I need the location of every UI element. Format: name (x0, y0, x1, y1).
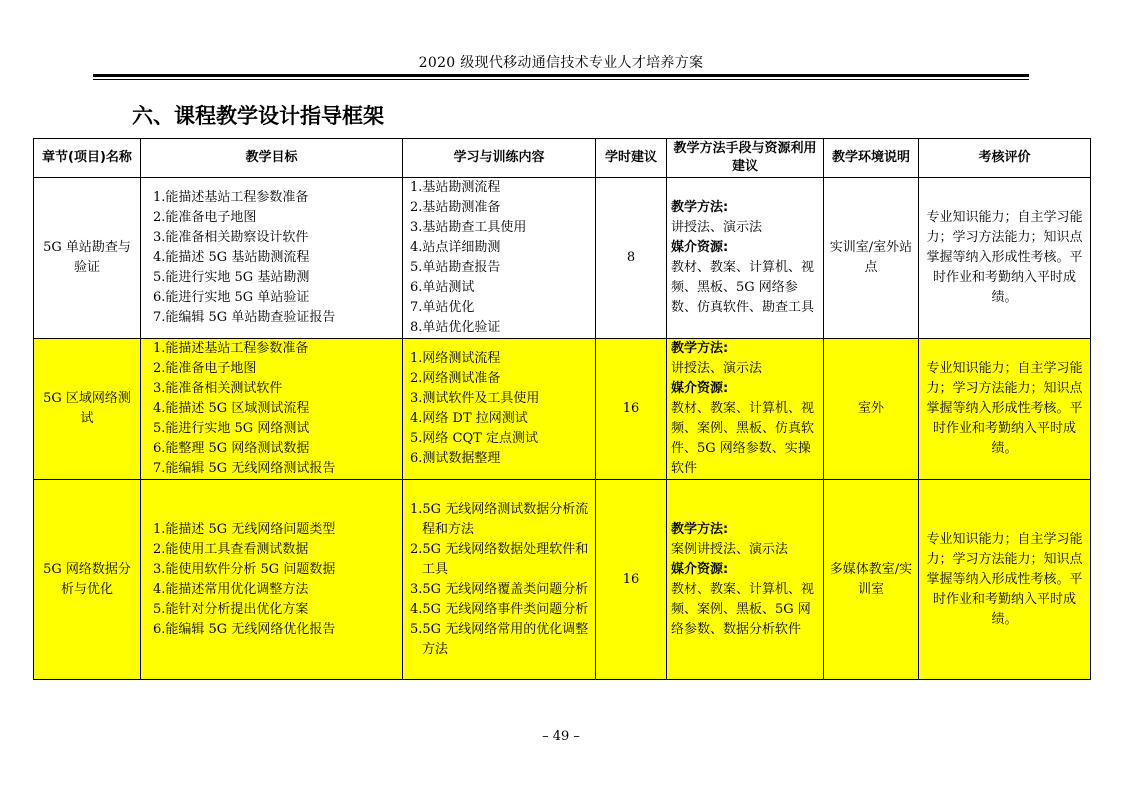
content-item: 2.网络测试准备 (410, 371, 501, 386)
environment-cell: 室外 (824, 339, 919, 480)
objectives-cell (141, 480, 403, 680)
content-item: 5.单站勘查报告 (410, 260, 501, 275)
media-text: 教材、教案、计算机、视频、案例、黑板、5G 网络参数、数据分析软件 (671, 581, 815, 637)
method-label: 教学方法: (671, 200, 729, 215)
objective-item: 4.能描述 5G 基站勘测流程 (153, 250, 310, 265)
objective-item: 2.能准备电子地图 (153, 210, 257, 225)
curriculum-design-table (33, 138, 1091, 680)
objective-item: 1.能描述 5G 无线网络问题类型 (153, 521, 336, 537)
content-item: 4.5G 无线网络事件类问题分析 (410, 601, 589, 617)
table-header-row (34, 139, 1091, 178)
content-item: 6.测试数据整理 (410, 451, 501, 466)
header-methods: 教学方法手段与资源利用建议 (667, 139, 824, 178)
assessment-cell: 专业知识能力；自主学习能力；学习方法能力；知识点掌握等纳入形成性考核。平时作业和考勤纳入平时成绩。 (919, 339, 1091, 480)
content-item: 1.基站勘测流程 (410, 180, 501, 195)
assessment-cell: 专业知识能力；自主学习能力；学习方法能力；知识点掌握等纳入形成性考核。平时作业和考勤纳入平时成绩。 (919, 480, 1091, 680)
objective-item: 2.能使用工具查看测试数据 (153, 541, 309, 557)
content-item: 2.5G 无线网络数据处理软件和工具 (410, 541, 589, 577)
header-rule-thick (93, 74, 1029, 77)
content-item: 3.测试软件及工具使用 (410, 391, 540, 406)
methods-cell (667, 339, 824, 480)
header-rule-thin (93, 79, 1029, 80)
media-text: 教材、教案、计算机、视频、案例、黑板、仿真软件、5G 网络参数、实操软件 (671, 401, 815, 476)
hours-cell: 16 (596, 480, 667, 680)
objective-item: 4.能描述常用优化调整方法 (153, 581, 309, 597)
header-content: 学习与训练内容 (403, 139, 596, 178)
content-item: 5.网络 CQT 定点测试 (410, 431, 538, 446)
table-row (34, 339, 1091, 480)
objective-item: 1.能描述基站工程参数准备 (153, 341, 309, 356)
methods-cell (667, 178, 824, 339)
chapter-cell: 5G 单站勘查与验证 (34, 178, 141, 339)
objective-item: 5.能针对分析提出优化方案 (153, 601, 309, 617)
content-item: 5.5G 无线网络常用的优化调整方法 (410, 621, 589, 657)
objectives-cell (141, 339, 403, 480)
media-text: 教材、教案、计算机、视频、黑板、5G 网络参数、仿真软件、勘查工具 (671, 260, 815, 315)
table-row (34, 178, 1091, 339)
content-item: 4.站点详细勘测 (410, 240, 501, 255)
environment-cell: 实训室/室外站点 (824, 178, 919, 339)
method-text: 案例讲授法、演示法 (671, 541, 789, 557)
methods-cell (667, 480, 824, 680)
section-heading: 六、课程教学设计指导框架 (132, 104, 384, 128)
objective-item: 1.能描述基站工程参数准备 (153, 190, 309, 205)
chapter-cell: 5G 网络数据分析与优化 (34, 480, 141, 680)
content-item: 2.基站勘测准备 (410, 200, 501, 215)
hours-cell: 8 (596, 178, 667, 339)
document-header-title: 2020 级现代移动通信技术专业人才培养方案 (418, 55, 704, 71)
content-item: 7.单站优化 (410, 300, 475, 315)
method-label: 教学方法: (671, 341, 729, 356)
environment-cell: 多媒体教室/实训室 (824, 480, 919, 680)
hours-cell: 16 (596, 339, 667, 480)
chapter-cell: 5G 区域网络测试 (34, 339, 141, 480)
objectives-cell (141, 178, 403, 339)
page-number: – 49 – (542, 729, 580, 744)
media-label: 媒介资源: (671, 561, 729, 577)
objective-item: 3.能准备相关勘察设计软件 (153, 230, 309, 245)
objective-item: 2.能准备电子地图 (153, 361, 257, 376)
objective-item: 6.能进行实地 5G 单站验证 (153, 290, 310, 305)
content-cell (403, 178, 596, 339)
content-item: 4.网络 DT 拉网测试 (410, 411, 528, 426)
content-item: 3.基站勘查工具使用 (410, 220, 527, 235)
objective-item: 7.能编辑 5G 单站勘查验证报告 (153, 310, 336, 325)
objective-item: 7.能编辑 5G 无线网络测试报告 (153, 461, 336, 476)
content-item: 1.5G 无线网络测试数据分析流程和方法 (410, 501, 589, 537)
objective-item: 3.能使用软件分析 5G 问题数据 (153, 561, 336, 577)
media-label: 媒介资源: (671, 381, 729, 396)
objective-item: 5.能进行实地 5G 网络测试 (153, 421, 310, 436)
header-chapter: 章节(项目)名称 (34, 139, 141, 178)
method-label: 教学方法: (671, 521, 729, 537)
method-text: 讲授法、演示法 (671, 361, 763, 376)
objective-item: 6.能整理 5G 网络测试数据 (153, 441, 310, 456)
objective-item: 4.能描述 5G 区域测试流程 (153, 401, 310, 416)
content-item: 8.单站优化验证 (410, 320, 501, 335)
header-environment: 教学环境说明 (824, 139, 919, 178)
content-cell (403, 480, 596, 680)
media-label: 媒介资源: (671, 240, 729, 255)
objective-item: 6.能编辑 5G 无线网络优化报告 (153, 621, 336, 637)
method-text: 讲授法、演示法 (671, 220, 763, 235)
objective-item: 3.能准备相关测试软件 (153, 381, 283, 396)
header-assessment: 考核评价 (919, 139, 1091, 178)
objective-item: 5.能进行实地 5G 基站勘测 (153, 270, 310, 285)
header-hours: 学时建议 (596, 139, 667, 178)
header-objectives: 教学目标 (141, 139, 403, 178)
content-cell (403, 339, 596, 480)
table-row (34, 480, 1091, 680)
assessment-cell: 专业知识能力；自主学习能力；学习方法能力；知识点掌握等纳入形成性考核。平时作业和考勤纳入平时成绩。 (919, 178, 1091, 339)
content-item: 1.网络测试流程 (410, 351, 501, 366)
content-item: 6.单站测试 (410, 280, 475, 295)
content-item: 3.5G 无线网络覆盖类问题分析 (410, 581, 589, 597)
